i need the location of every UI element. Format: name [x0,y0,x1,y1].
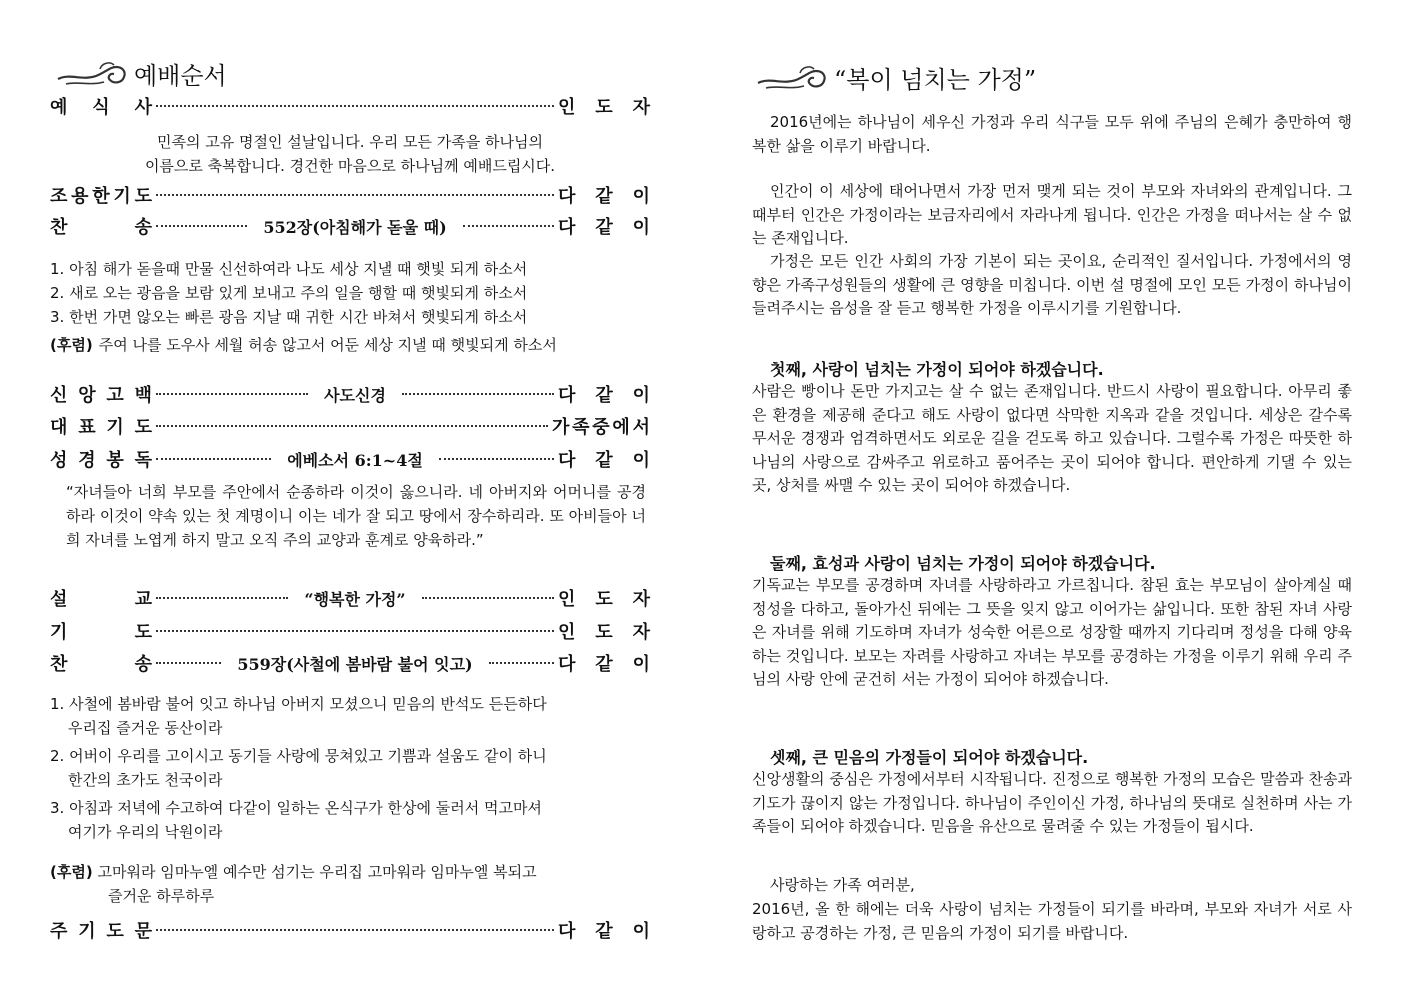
order-row-silent-prayer [50,182,650,208]
order-row-lords-prayer [50,917,650,943]
dotted-leader [422,597,554,599]
order-title: 예배순서 [134,62,227,90]
row-leader: 다 같 이 [558,921,650,942]
order-row-hymn-2 [50,650,650,676]
dotted-leader [489,662,554,664]
paragraph-7-greeting: 사랑하는 가족 여러분, [770,876,915,894]
order-row-hymn-1 [50,213,650,239]
paragraph-2: 인간이 이 세상에 태어나면서 가장 먼저 맺게 되는 것이 부모와 자녀와의 관계입니다. 그때부터 인간은 가정이라는 보금자리에서 자라나게 됩니다. 인간은 가정을 떠나서는 살 수 없는 존재입니다. [752,182,1352,247]
row-leader: 인 도 자 [558,97,650,118]
order-row-sermon [50,585,650,611]
creed-title: 사도신경 [324,385,386,405]
point-heading-2: 둘째, 효성과 사랑이 넘치는 가정이 되어야 하겠습니다. [770,554,1156,573]
dotted-leader [156,194,554,196]
scripture-text: “자녀들아 너희 부모를 주안에서 순종하라 이것이 옳으니라. 네 아버지와 어머니를 공경하라 이것이 약속 있는 첫 계명이니 이는 네가 잘 되고 땅에서 장수하리라. 또 아비들아 너희 자녀를 노엽게 하지 말고 오직 주의 교양과 훈계로 양육하라.” [66,483,646,549]
row-label: 주 기 도 문 [50,921,152,942]
order-row-prayer [50,618,650,644]
section-title-order [56,56,227,91]
row-label: 신 앙 고 백 [50,385,152,406]
hymn-1-title: 552장(아침해가 돋울 때) [263,217,447,237]
dotted-leader [156,630,554,632]
row-label: 대 표 기 도 [50,417,152,438]
scripture-reference: 에베소서 6:1~4절 [287,450,423,470]
dotted-leader [156,458,271,460]
dotted-leader [156,425,548,427]
dotted-leader [156,225,247,227]
order-row-scripture [50,446,650,472]
hymn-2-chorus: (후렴) 고마워라 임마누엘 예수만 섬기는 우리집 고마워라 임마누엘 복되고 즐거운 하루하루 [50,863,537,905]
hymn-1-chorus: (후렴) 주여 나를 도우사 세월 허송 않고서 어둔 세상 지낼 때 햇빛되게 하소서 [50,336,557,354]
dotted-leader [156,662,221,664]
paragraph-7: 2016년, 올 한 해에는 더욱 사랑이 넘치는 가정들이 되기를 바라며, 부모와 자녀가 서로 사랑하고 공경하는 가정, 큰 믿음의 가정이 되기를 바랍니다. [752,900,1352,942]
row-leader: 다 같 이 [558,217,650,238]
row-label: 찬 송 [50,654,152,675]
cloud-ornament-icon [756,61,828,95]
row-leader: 다 같 이 [558,385,650,406]
opening-words: 민족의 고유 명절인 설날입니다. 우리 모든 가족을 하나님의 이름으로 축복합니다. 경건한 마음으로 하나님께 예배드립시다. [144,133,556,175]
row-leader: 다 같 이 [558,186,650,207]
row-leader: 인 도 자 [558,622,650,643]
section-title-sermon [756,60,1036,95]
order-row-opening [50,93,650,119]
order-row-representative-prayer [50,413,650,439]
row-leader: 인 도 자 [558,589,650,610]
row-label: 성 경 봉 독 [50,450,152,471]
cloud-ornament-icon [56,57,128,91]
hymn-2-lyrics: 1. 사철에 봄바람 불어 잇고 하나님 아버지 모셨으니 믿음의 반석도 든든하다 우리집 즐거운 동산이라 2. 어버이 우리를 고이시고 동기들 사랑에 뭉쳐있고 기쁨과 설움도 같이 하니 한간의 초가도 천국이라 3. 아침과 저녁에 수고하여 다같이 일하는 온식구가 한상에 둘러서 먹고마셔 여기가 우리의 낙원이라 [50,695,547,841]
dotted-leader [156,105,554,107]
sermon-heading: “복이 넘치는 가정” [834,66,1037,94]
row-label: 기 도 [50,622,152,643]
paragraph-1: 2016년에는 하나님이 세우신 가정과 우리 식구들 모두 위에 주님의 은혜가 충만하여 행복한 삶을 이루기 바랍니다. [752,113,1352,155]
paragraph-5: 기독교는 부모를 공경하며 자녀를 사랑하라고 가르칩니다. 참된 효는 부모님이 살아계실 때 정성을 다하고, 돌아가신 뒤에는 그 뜻을 잊지 않고 이어가는 삶입니다. 또한 참된 자녀 사랑은 자녀를 위해 기도하며 자녀가 성숙한 어른으로 성장할 때까지 기다리며 정성을 다해 양육하는 것입니다. 보모는 자려를 사랑하고 자녀는 부모를 공경하는 가정을 이루기 위해 우리 주님의 사랑 안에 굳건히 서는 가정이 되어야 하겠습니다. [752,576,1352,688]
paragraph-3: 가정은 모든 인간 사회의 가장 기본이 되는 곳이요, 순리적인 질서입니다. 가정에서의 영향은 가족구성원들의 생활에 큰 영향을 미칩니다. 이번 설 명절에 모인 모든 가정이 하나님이 들려주시는 음성을 잘 듣고 행복한 가정을 이루시기를 기원합니다. [752,252,1352,317]
paragraph-4: 사람은 빵이나 돈만 가지고는 살 수 없는 존재입니다. 반드시 사랑이 필요합니다. 아무리 좋은 환경을 제공해 준다고 해도 사랑이 없다면 삭막한 지옥과 같을 것입니다. 세상은 갈수록 무서운 경쟁과 엄격하면서도 외로운 길을 걷도록 하고 있습니다. 그럴수록 가정은 따뜻한 하나님의 사랑으로 감싸주고 위로하고 품어주는 곳이 되어야 합니다. 편안하게 기댈 수 있는 곳, 상처를 싸맬 수 있는 곳이 되어야 하겠습니다. [752,382,1352,494]
row-label: 찬 송 [50,217,152,238]
row-label: 설 교 [50,589,152,610]
sermon-title: “행복한 가정” [304,589,406,609]
row-label: 예 식 사 [50,97,152,118]
hymn-2-title: 559장(사철에 봄바람 불어 잇고) [237,654,473,674]
dotted-leader [156,597,288,599]
row-label: 조 용 한 기 도 [50,186,152,207]
dotted-leader [439,458,554,460]
row-leader: 가 족 중 에 서 [552,417,650,438]
order-row-creed [50,381,650,407]
row-leader: 다 같 이 [558,450,650,471]
dotted-leader [156,929,554,931]
dotted-leader [402,393,554,395]
paragraph-6: 신앙생활의 중심은 가정에서부터 시작됩니다. 진정으로 행복한 가정의 모습은 말씀과 찬송과 기도가 끊이지 않는 가정입니다. 하나님이 주인이신 가정, 하나님의 뜻대로 실천하며 사는 가족들이 되어야 하겠습니다. 믿음을 유산으로 물려줄 수 있는 가정들이 됩시다. [752,770,1352,835]
hymn-1-lyrics: 1. 아침 해가 돋을때 만물 신선하여라 나도 세상 지낼 때 햇빛 되게 하소서 2. 새로 오는 광음을 보람 있게 보내고 주의 일을 행할 때 햇빛되게 하소서 3. 한번 가면 않오는 빠른 광음 지날 때 귀한 시간 바쳐서 햇빛되게 하소서 [50,260,528,326]
point-heading-3: 셋째, 큰 믿음의 가정들이 되어야 하겠습니다. [770,748,1089,767]
row-leader: 다 같 이 [558,654,650,675]
dotted-leader [463,225,554,227]
dotted-leader [156,393,308,395]
point-heading-1: 첫째, 사랑이 넘치는 가정이 되어야 하겠습니다. [770,360,1104,379]
